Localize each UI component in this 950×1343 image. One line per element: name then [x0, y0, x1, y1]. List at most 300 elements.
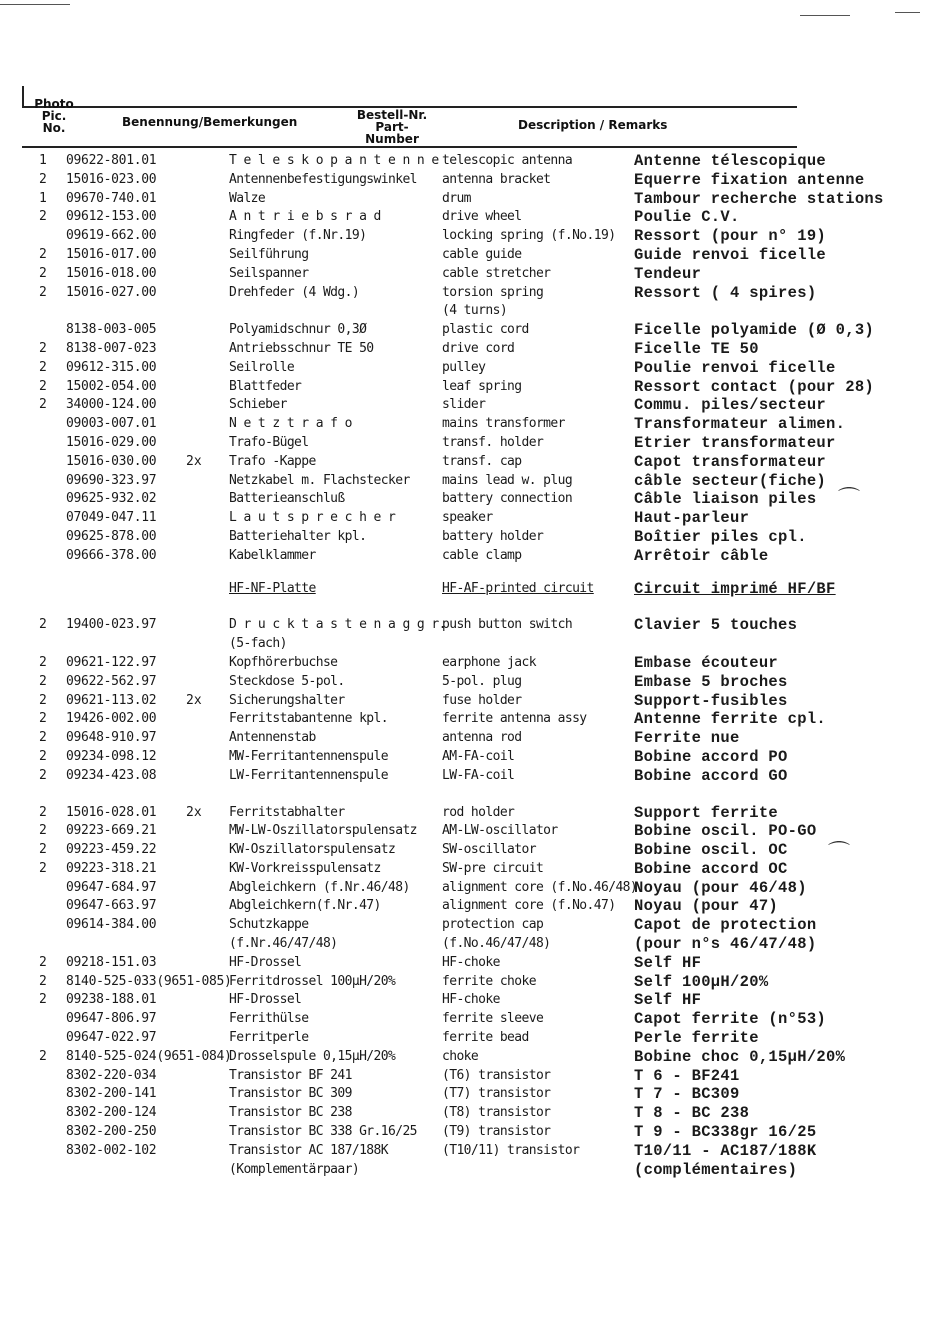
- pen-mark-icon: ⌒: [838, 487, 861, 512]
- french-description: [634, 654, 778, 673]
- french-description-line: Etrier transformateur: [634, 433, 836, 452]
- german-name: [229, 879, 410, 898]
- part-number: 07049-047.11: [66, 510, 157, 526]
- english-description-line: pulley: [442, 359, 486, 375]
- french-description: [634, 1048, 845, 1067]
- german-name: [229, 841, 395, 860]
- english-description-line: ferrite choke: [442, 973, 536, 989]
- german-name-line: Antennenbefestigungswinkel: [229, 171, 417, 187]
- german-name: [229, 1085, 352, 1104]
- french-description-line: T 9 - BC338gr 16/25: [634, 1123, 817, 1142]
- french-description: [634, 1142, 816, 1180]
- french-description-line: Bobine accord OC: [634, 859, 788, 878]
- french-description: [634, 710, 826, 729]
- english-description: [442, 616, 572, 635]
- photo-number: 2: [39, 692, 47, 708]
- french-description-line: Guide renvoi ficelle: [634, 245, 827, 264]
- french-description-line: Antenne ferrite cpl.: [634, 710, 827, 729]
- table-row: [0, 841, 950, 860]
- french-description: [634, 804, 778, 823]
- photo-number: 2: [39, 209, 47, 225]
- german-name: [229, 580, 316, 599]
- scan-mark: [800, 15, 850, 16]
- part-number: 15016-018.00: [66, 265, 157, 281]
- english-description-line: locking spring (f.No.19): [442, 228, 616, 244]
- german-name: [229, 340, 374, 359]
- french-description: [634, 748, 788, 767]
- part-number: 34000-124.00: [66, 397, 157, 413]
- english-description-line: antenna bracket: [442, 171, 551, 187]
- french-description-line: Tendeur: [634, 264, 702, 283]
- english-description: [442, 841, 536, 860]
- french-description-line: Noyau (pour 46/48): [634, 878, 807, 897]
- german-name-line: D r u c k t a s t e n a g g r.: [229, 617, 446, 633]
- part-number: 09612-315.00: [66, 359, 157, 375]
- french-description-line: Capot de protection: [634, 916, 817, 935]
- parts-table-body: [0, 152, 950, 1179]
- table-row: [0, 453, 950, 472]
- french-description: [634, 378, 874, 397]
- english-description: [442, 654, 536, 673]
- english-description-line: speaker: [442, 510, 493, 526]
- english-description: [442, 190, 471, 209]
- french-description-line: Câble liaison piles: [634, 490, 817, 509]
- part-number: 8138-003-005: [66, 322, 157, 338]
- part-number: 09648-910.97: [66, 730, 157, 746]
- french-description: [634, 171, 864, 190]
- photo-number: 2: [39, 823, 47, 839]
- part-number: 8302-002-102: [66, 1142, 157, 1158]
- table-row: [0, 528, 950, 547]
- english-description: [442, 434, 543, 453]
- table-row: [0, 916, 950, 954]
- german-name: [229, 748, 388, 767]
- english-description: [442, 1067, 550, 1086]
- french-description: [634, 729, 740, 748]
- french-description-line: Bobine oscil. OC: [634, 841, 788, 860]
- english-description-line: choke: [442, 1048, 479, 1064]
- english-description: [442, 415, 565, 434]
- french-description-line: T10/11 - AC187/188K: [634, 1141, 817, 1160]
- german-name: [229, 860, 381, 879]
- english-description: [442, 547, 522, 566]
- photo-number: 1: [39, 190, 47, 206]
- french-description-line: Arrêtoir câble: [634, 546, 769, 565]
- french-description-line: Embase 5 broches: [634, 672, 788, 691]
- english-description-line: battery connection: [442, 491, 573, 507]
- german-name-line: (Komplementärpaar): [229, 1161, 360, 1177]
- german-name: [229, 434, 309, 453]
- part-number: 09238-188.01: [66, 992, 157, 1008]
- french-description: [634, 841, 788, 860]
- german-name: [229, 359, 294, 378]
- table-row: [0, 822, 950, 841]
- english-description-line: (f.No.46/47/48): [442, 936, 551, 952]
- english-description-line: HF-AF-printed circuit: [442, 580, 594, 596]
- photo-number: 2: [39, 730, 47, 746]
- english-description-line: plastic cord: [442, 322, 529, 338]
- english-description-line: drum: [442, 190, 471, 206]
- part-number: 09619-662.00: [66, 228, 157, 244]
- english-description-line: antenna rod: [442, 730, 522, 746]
- part-number: 8302-200-250: [66, 1124, 157, 1140]
- part-number: 09666-378.00: [66, 547, 157, 563]
- german-name: [229, 1029, 309, 1048]
- part-number: 09223-459.22: [66, 842, 157, 858]
- english-description: [442, 208, 522, 227]
- english-description-line: telescopic antenna: [442, 153, 573, 168]
- table-row: [0, 1142, 950, 1180]
- part-number: 8302-200-141: [66, 1086, 157, 1102]
- french-description: [634, 916, 816, 954]
- part-number: 09625-878.00: [66, 528, 157, 544]
- french-description-line: Circuit imprimé HF/BF: [634, 579, 836, 598]
- english-description-line: HF-choke: [442, 954, 500, 970]
- french-description: [634, 1067, 740, 1086]
- german-name: [229, 822, 417, 841]
- photo-number: 1: [39, 153, 47, 168]
- table-row: [0, 692, 950, 711]
- german-name: [229, 190, 265, 209]
- german-name-line: Ringfeder (f.Nr.19): [229, 228, 367, 244]
- table-row: [0, 954, 950, 973]
- french-description-line: Transformateur alimen.: [634, 415, 846, 434]
- german-name-line: MW-Ferritantennenspule: [229, 748, 388, 764]
- german-name-line: Netzkabel m. Flachstecker: [229, 472, 410, 488]
- quantity: 2x: [186, 692, 202, 708]
- german-name: [229, 616, 446, 654]
- german-name-line: Walze: [229, 190, 266, 206]
- english-description-line: LW-FA-coil: [442, 767, 515, 783]
- french-description-line: Embase écouteur: [634, 653, 779, 672]
- german-name-line: Ferritdrossel 100µH/20%: [229, 973, 396, 989]
- photo-number: 2: [39, 340, 47, 356]
- french-description-line: T 7 - BC309: [634, 1085, 740, 1104]
- german-name-line: HF-Drossel: [229, 954, 302, 970]
- english-description-line: (4 turns): [442, 303, 508, 319]
- french-description: [634, 509, 749, 528]
- photo-number: 2: [39, 748, 47, 764]
- german-name: [229, 729, 316, 748]
- french-description-line: Self 100µH/20%: [634, 972, 769, 991]
- part-number: 09647-806.97: [66, 1011, 157, 1027]
- french-description-line: Self HF: [634, 991, 702, 1010]
- photo-number: 2: [39, 804, 47, 820]
- english-description: [442, 916, 550, 954]
- part-number: 09218-151.03: [66, 954, 157, 970]
- english-description: [442, 1123, 550, 1142]
- photo-number: 2: [39, 860, 47, 876]
- part-number: 09621-122.97: [66, 654, 157, 670]
- photo-number: 2: [39, 265, 47, 281]
- french-description-line: Equerre fixation antenne: [634, 170, 865, 189]
- french-description-line: Bobine oscil. PO-GO: [634, 822, 817, 841]
- german-name-line: LW-Ferritantennenspule: [229, 767, 388, 783]
- german-name-line: Drosselspule 0,15µH/20%: [229, 1048, 396, 1064]
- part-number: 8302-220-034: [66, 1067, 157, 1083]
- part-number: 15016-030.00: [66, 453, 157, 469]
- german-name: [229, 321, 366, 340]
- part-number: 8140-525-033(9651-085): [66, 973, 232, 989]
- english-description-line: SW-oscillator: [442, 842, 536, 858]
- german-name-line: (f.Nr.46/47/48): [229, 936, 338, 952]
- english-description-line: push button switch: [442, 617, 573, 633]
- french-description: [634, 580, 836, 599]
- german-name-line: Transistor AC 187/188K: [229, 1142, 388, 1158]
- german-name: [229, 804, 345, 823]
- german-name-line: Trafo -Kappe: [229, 453, 316, 469]
- english-description: [442, 860, 543, 879]
- part-number: 09622-562.97: [66, 673, 157, 689]
- scan-mark: [895, 12, 920, 13]
- part-number: 09003-007.01: [66, 416, 157, 432]
- german-name-line: T e l e s k o p a n t e n n e: [229, 153, 439, 168]
- table-row: [0, 897, 950, 916]
- german-name-line: N e t z t r a f o: [229, 416, 352, 432]
- german-name: [229, 396, 287, 415]
- table-row: [0, 490, 950, 509]
- table-header: [22, 96, 797, 148]
- english-description-line: ferrite sleeve: [442, 1011, 544, 1027]
- french-description: [634, 152, 826, 171]
- french-description-line: Capot transformateur: [634, 452, 827, 471]
- header-photo-line2: Pic.: [41, 109, 67, 123]
- english-description-line: (T7) transistor: [442, 1086, 551, 1102]
- german-name: [229, 547, 316, 566]
- french-description-line: Ficelle polyamide (Ø 0,3): [634, 321, 875, 340]
- english-description: [442, 227, 615, 246]
- table-row: [0, 171, 950, 190]
- english-description: [442, 580, 594, 599]
- english-description: [442, 378, 522, 397]
- english-description: [442, 1048, 478, 1067]
- french-description-line: Ressort ( 4 spires): [634, 283, 817, 302]
- french-description: [634, 673, 788, 692]
- german-name-line: Schieber: [229, 397, 287, 413]
- photo-number: 2: [39, 954, 47, 970]
- german-name: [229, 954, 301, 973]
- german-name: [229, 378, 301, 397]
- french-description-line: Bobine accord PO: [634, 747, 788, 766]
- table-row: [0, 654, 950, 673]
- table-row: [0, 246, 950, 265]
- french-description-line: câble secteur(fiche): [634, 471, 827, 490]
- table-row: [0, 804, 950, 823]
- german-name: [229, 673, 345, 692]
- german-name-line: Abgleichkern(f.Nr.47): [229, 898, 381, 914]
- english-description: [442, 729, 522, 748]
- english-description: [442, 472, 572, 491]
- table-row: [0, 1067, 950, 1086]
- english-description: [442, 1085, 550, 1104]
- scan-mark: [0, 4, 70, 5]
- quantity: 2x: [186, 453, 202, 469]
- french-description-line: T 6 - BF241: [634, 1066, 740, 1085]
- table-row: [0, 340, 950, 359]
- french-description: [634, 227, 826, 246]
- french-description: [634, 396, 826, 415]
- german-name-line: Abgleichkern (f.Nr.46/48): [229, 879, 410, 895]
- french-description: [634, 860, 788, 879]
- table-row: [0, 434, 950, 453]
- german-name-line: (5-fach): [229, 636, 287, 652]
- header-part-line2: Part-Number: [365, 120, 419, 146]
- german-name: [229, 171, 417, 190]
- french-description-line: Bobine accord GO: [634, 766, 788, 785]
- german-name-line: A n t r i e b s r a d: [229, 209, 381, 225]
- part-number: 09223-318.21: [66, 860, 157, 876]
- table-row: [0, 1029, 950, 1048]
- english-description-line: cable clamp: [442, 547, 522, 563]
- part-number: 09647-684.97: [66, 879, 157, 895]
- part-number: 19426-002.00: [66, 711, 157, 727]
- english-description-line: AM-FA-coil: [442, 748, 515, 764]
- english-description-line: ferrite bead: [442, 1030, 529, 1046]
- french-description-line: Ficelle TE 50: [634, 339, 759, 358]
- french-description: [634, 767, 788, 786]
- french-description-line: Ressort contact (pour 28): [634, 377, 875, 396]
- english-description: [442, 822, 558, 841]
- part-number: 15016-028.01: [66, 804, 157, 820]
- english-description-line: cable stretcher: [442, 265, 551, 281]
- german-name: [229, 227, 366, 246]
- german-name: [229, 1104, 352, 1123]
- english-description: [442, 509, 493, 528]
- french-description-line: Capot ferrite (n°53): [634, 1010, 827, 1029]
- photo-number: 2: [39, 359, 47, 375]
- pen-mark-icon: ⌒: [828, 841, 851, 866]
- part-number: 15002-054.00: [66, 378, 157, 394]
- french-description: [634, 1085, 740, 1104]
- english-description: [442, 528, 543, 547]
- table-row: [0, 359, 950, 378]
- english-description-line: SW-pre circuit: [442, 860, 544, 876]
- german-name-line: Blattfeder: [229, 378, 302, 394]
- header-left-tick: [22, 86, 24, 106]
- german-name: [229, 246, 309, 265]
- french-description-line: Commu. piles/secteur: [634, 396, 827, 415]
- photo-number: 2: [39, 973, 47, 989]
- table-row: [0, 860, 950, 879]
- english-description-line: (T6) transistor: [442, 1067, 551, 1083]
- german-name-line: Transistor BF 241: [229, 1067, 352, 1083]
- french-description-line: Support ferrite: [634, 803, 779, 822]
- header-bottom-rule: [22, 146, 797, 148]
- part-number: 8138-007-023: [66, 340, 157, 356]
- french-description: [634, 246, 826, 265]
- german-name-line: Transistor BC 238: [229, 1105, 352, 1121]
- part-number: 09690-323.97: [66, 472, 157, 488]
- english-description-line: transf. cap: [442, 453, 522, 469]
- french-description: [634, 879, 807, 898]
- english-description: [442, 991, 500, 1010]
- french-description: [634, 954, 701, 973]
- photo-number: 2: [39, 711, 47, 727]
- part-number: 09621-113.02: [66, 692, 157, 708]
- french-description-line: Haut-parleur: [634, 509, 750, 528]
- french-description: [634, 208, 740, 227]
- part-number: 15016-029.00: [66, 434, 157, 450]
- french-description: [634, 434, 836, 453]
- french-description-line: Ferrite nue: [634, 729, 740, 748]
- french-description: [634, 1029, 759, 1048]
- english-description-line: AM-LW-oscillator: [442, 823, 558, 839]
- table-row: [0, 472, 950, 491]
- german-name-line: HF-NF-Platte: [229, 580, 316, 596]
- table-row: [0, 415, 950, 434]
- french-description: [634, 973, 768, 992]
- part-number: 15016-017.00: [66, 246, 157, 262]
- german-name-line: Sicherungshalter: [229, 692, 345, 708]
- english-description-line: drive cord: [442, 340, 515, 356]
- table-row: [0, 973, 950, 992]
- quantity: 2x: [186, 804, 202, 820]
- part-number: 15016-023.00: [66, 171, 157, 187]
- english-description-line: mains lead w. plug: [442, 472, 573, 488]
- german-name-line: Ferritstabhalter: [229, 804, 345, 820]
- german-name: [229, 692, 345, 711]
- french-description: [634, 547, 768, 566]
- german-name: [229, 973, 395, 992]
- german-name: [229, 284, 359, 303]
- german-name: [229, 916, 337, 954]
- english-description: [442, 490, 572, 509]
- table-row: [0, 509, 950, 528]
- english-description: [442, 265, 550, 284]
- german-name: [229, 528, 366, 547]
- french-description-line: Support-fusibles: [634, 691, 788, 710]
- german-name-line: MW-LW-Oszillatorspulensatz: [229, 823, 417, 839]
- french-description: [634, 284, 816, 303]
- english-description-line: 5-pol. plug: [442, 673, 522, 689]
- table-row: [0, 208, 950, 227]
- table-row: [0, 1104, 950, 1123]
- french-description-line: Boîtier piles cpl.: [634, 527, 807, 546]
- german-name-line: Kopfhörerbuchse: [229, 654, 338, 670]
- english-description-line: HF-choke: [442, 992, 500, 1008]
- german-name: [229, 1048, 395, 1067]
- english-description: [442, 1104, 550, 1123]
- german-name-line: KW-Oszillatorspulensatz: [229, 842, 396, 858]
- table-row: [0, 748, 950, 767]
- part-number: 09612-153.00: [66, 209, 157, 225]
- english-description-line: earphone jack: [442, 654, 536, 670]
- french-description: [634, 415, 845, 434]
- english-description-line: (T9) transistor: [442, 1124, 551, 1140]
- french-description-line: (complémentaires): [634, 1160, 798, 1179]
- german-name-line: Schutzkappe: [229, 917, 309, 933]
- english-description-line: (T8) transistor: [442, 1105, 551, 1121]
- french-description: [634, 616, 797, 635]
- english-description-line: slider: [442, 397, 486, 413]
- english-description: [442, 710, 587, 729]
- header-photo-no: [34, 98, 74, 134]
- header-photo-line1: Photo: [34, 97, 74, 111]
- french-description-line: Antenne télescopique: [634, 152, 827, 170]
- english-description-line: rod holder: [442, 804, 515, 820]
- french-description: [634, 897, 778, 916]
- german-name-line: Seilrolle: [229, 359, 295, 375]
- french-description: [634, 359, 836, 378]
- table-row: [0, 616, 950, 654]
- part-number: 15016-027.00: [66, 284, 157, 300]
- german-name: [229, 991, 301, 1010]
- german-name-line: Drehfeder (4 Wdg.): [229, 284, 360, 300]
- part-number: 09670-740.01: [66, 190, 157, 206]
- part-number: 09647-663.97: [66, 898, 157, 914]
- table-row: [0, 710, 950, 729]
- table-row: [0, 190, 950, 209]
